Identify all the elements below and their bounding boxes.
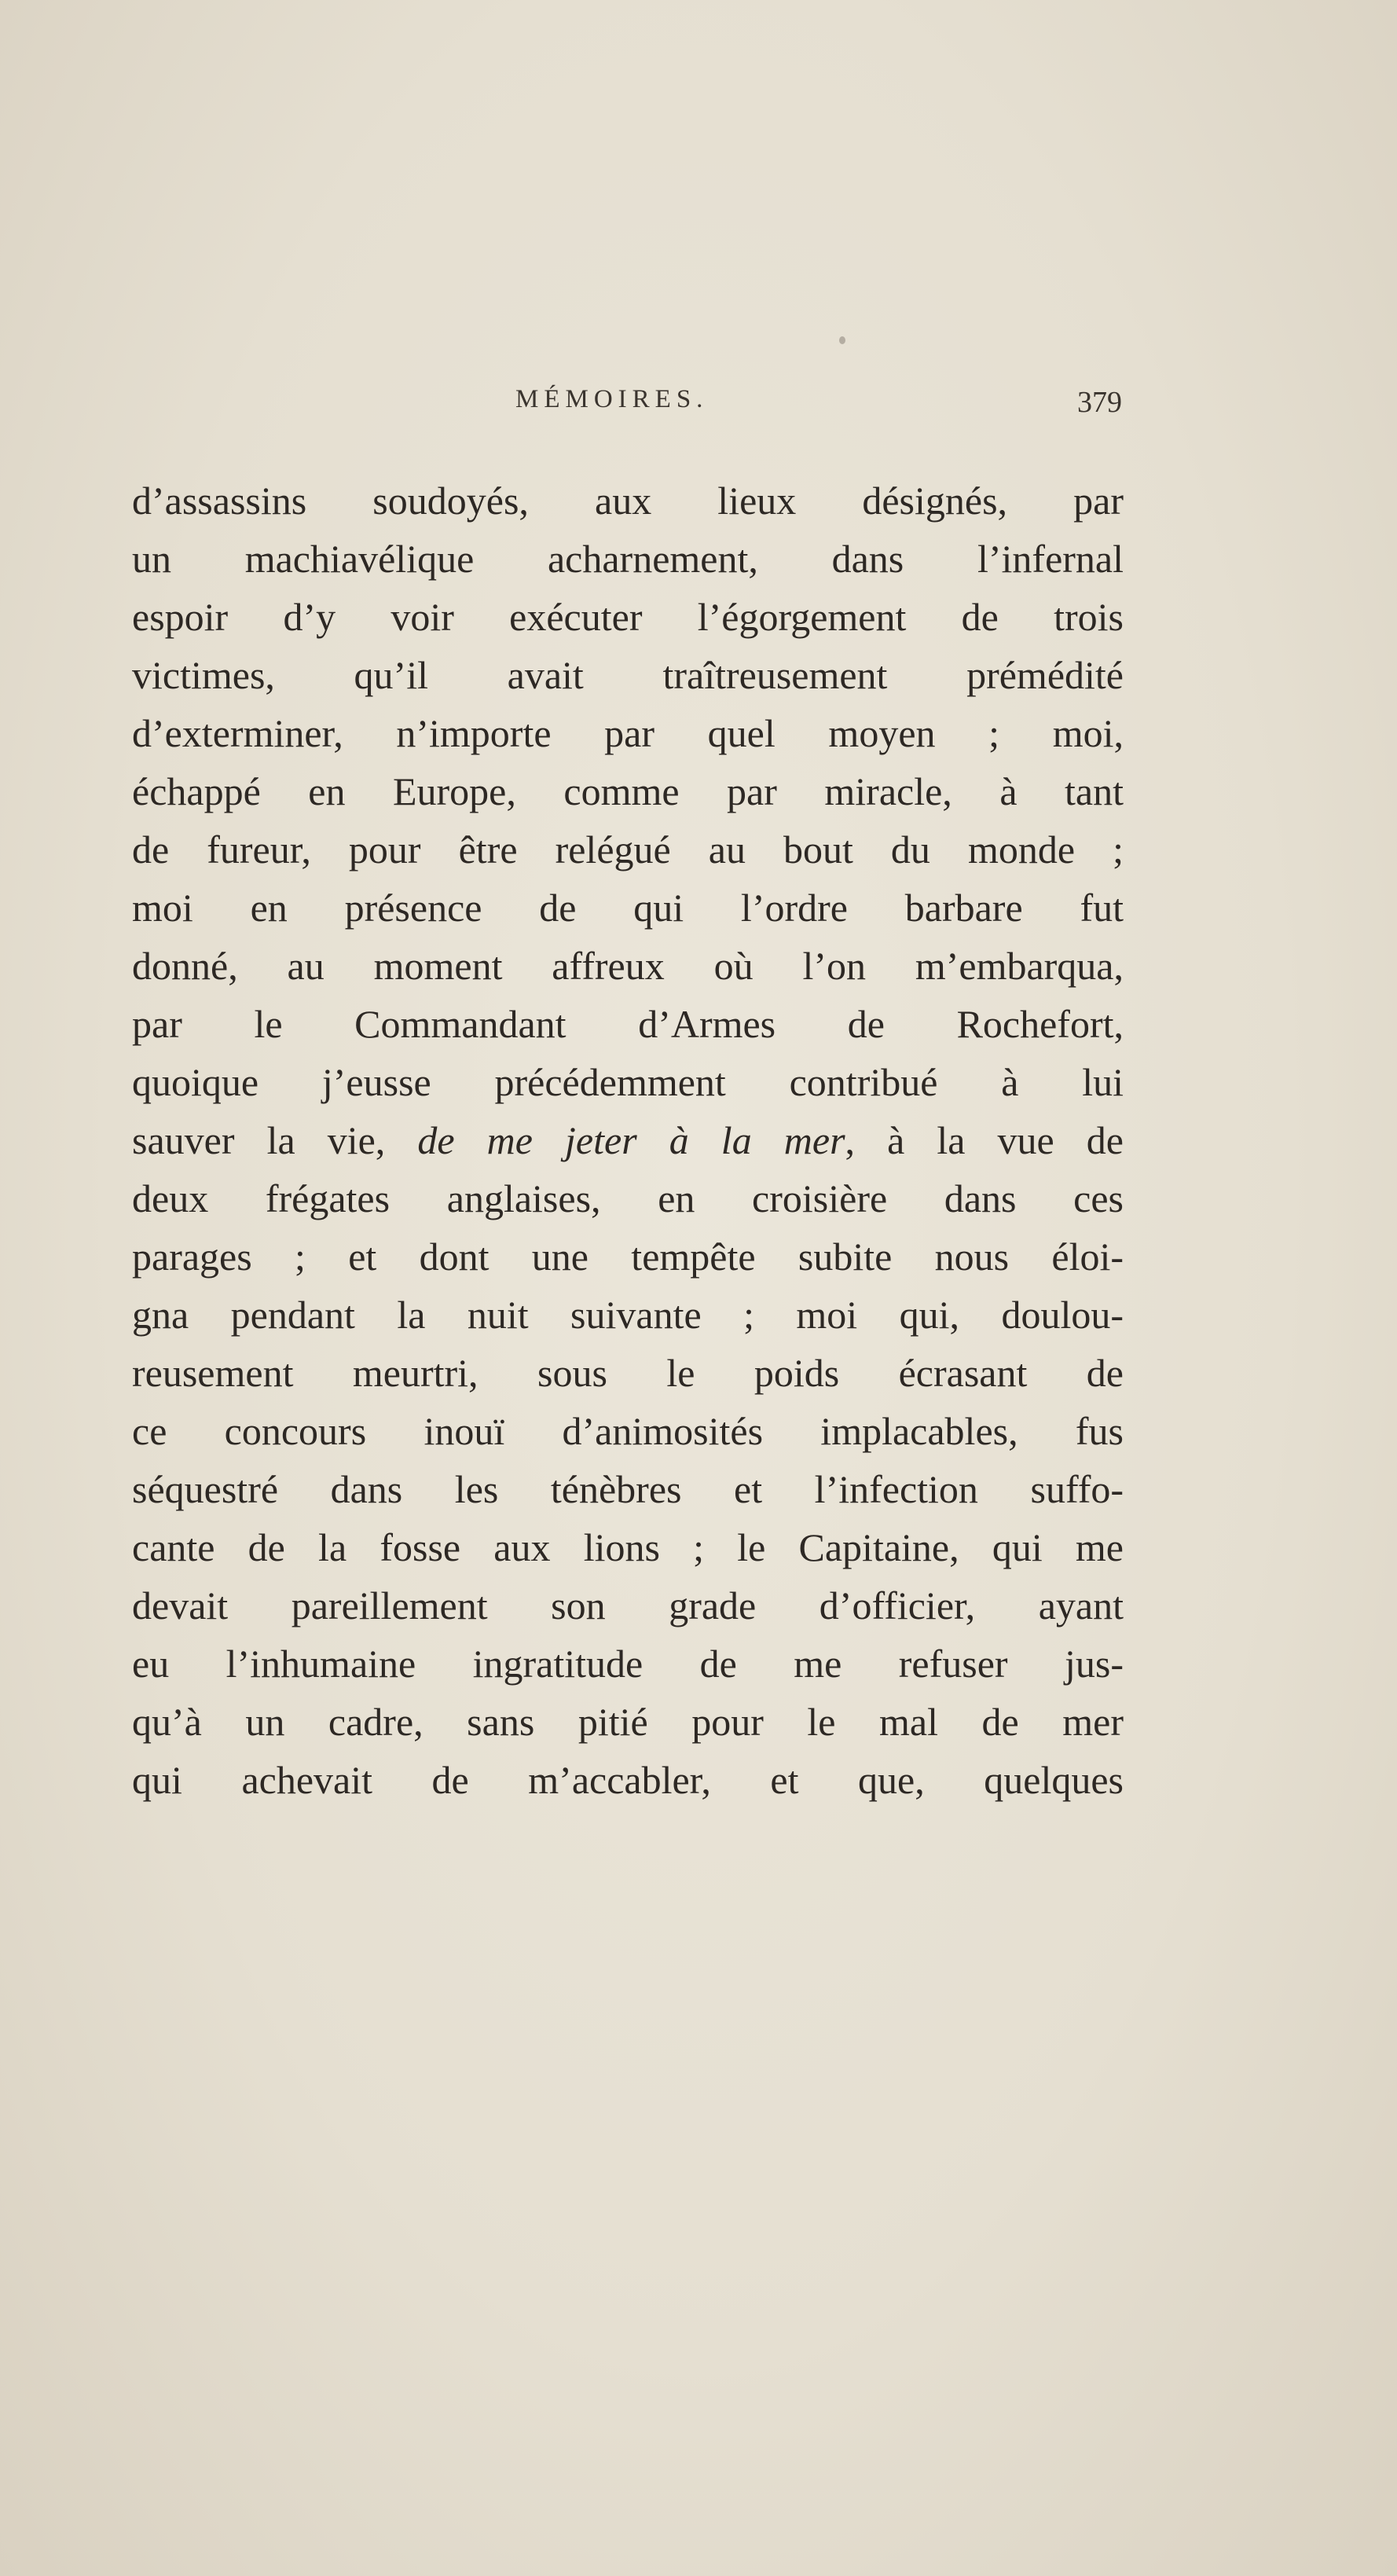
text-run: eu l’inhumaine ingratitude de me refuser jus- (132, 1642, 1124, 1686)
text-run: quoique j’eusse précédemment contribué à lui (132, 1060, 1124, 1104)
text-line (132, 1402, 1124, 1460)
text-line (132, 1693, 1124, 1751)
text-line (132, 646, 1124, 704)
text-line (132, 1576, 1124, 1635)
text-line (132, 1227, 1124, 1286)
text-line (132, 995, 1124, 1053)
text-line (132, 472, 1124, 530)
text-line (132, 1751, 1124, 1809)
text-line (132, 1635, 1124, 1693)
text-run: par le Commandant d’Armes de Rochefort, (132, 1002, 1124, 1046)
text-run: qui achevait de m’accabler, et que, quelques (132, 1758, 1124, 1802)
text-run: deux frégates anglaises, en croisière dans ces (132, 1176, 1124, 1220)
text-run: victimes, qu’il avait traîtreusement prémédité (132, 653, 1124, 697)
text-run: , à la vue de (845, 1118, 1124, 1162)
page-number: 379 (1077, 386, 1122, 419)
text-run: moi en présence de qui l’ordre barbare fut (132, 886, 1124, 930)
text-line (132, 879, 1124, 937)
text-line (132, 820, 1124, 879)
italic-phrase: de me jeter à la mer (417, 1118, 845, 1162)
text-run: reusement meurtri, sous le poids écrasant de (132, 1351, 1124, 1395)
text-run: espoir d’y voir exécuter l’égorgement de trois (132, 595, 1124, 639)
text-line (132, 1518, 1124, 1576)
ink-speck (839, 336, 845, 344)
text-run: gna pendant la nuit suivante ; moi qui, doulou- (132, 1293, 1124, 1337)
text-run: cante de la fosse aux lions ; le Capitaine, qui me (132, 1525, 1124, 1569)
text-run: qu’à un cadre, sans pitié pour le mal de mer (132, 1700, 1124, 1744)
text-line (132, 1053, 1124, 1111)
text-line (132, 1111, 1124, 1169)
text-run: parages ; et dont une tempête subite nous éloi- (132, 1235, 1124, 1279)
text-line (132, 588, 1124, 646)
text-run: d’exterminer, n’importe par quel moyen ; moi, (132, 711, 1124, 755)
text-run: devait pareillement son grade d’officier, ayant (132, 1583, 1124, 1627)
text-line (132, 1286, 1124, 1344)
text-line (132, 937, 1124, 995)
text-line (132, 1460, 1124, 1518)
text-run: de fureur, pour être relégué au bout du monde ; (132, 827, 1124, 872)
text-line (132, 530, 1124, 588)
text-run: d’assassins soudoyés, aux lieux désignés, par (132, 479, 1124, 523)
text-run: un machiavélique acharnement, dans l’infernal (132, 537, 1124, 581)
text-run: ce concours inouï d’animosités implacables, fus (132, 1409, 1124, 1453)
page-header (132, 385, 1122, 432)
text-run: séquestré dans les ténèbres et l’infection suffo- (132, 1467, 1124, 1511)
text-run: échappé en Europe, comme par miracle, à tant (132, 769, 1124, 813)
text-line (132, 762, 1124, 820)
text-run: donné, au moment affreux où l’on m’embarqua, (132, 944, 1124, 988)
running-head: MÉMOIRES. (515, 385, 709, 413)
text-run: sauver la vie, (132, 1118, 418, 1162)
text-line (132, 1344, 1124, 1402)
text-line (132, 704, 1124, 762)
text-line (132, 1169, 1124, 1227)
body-text (132, 472, 1124, 1809)
